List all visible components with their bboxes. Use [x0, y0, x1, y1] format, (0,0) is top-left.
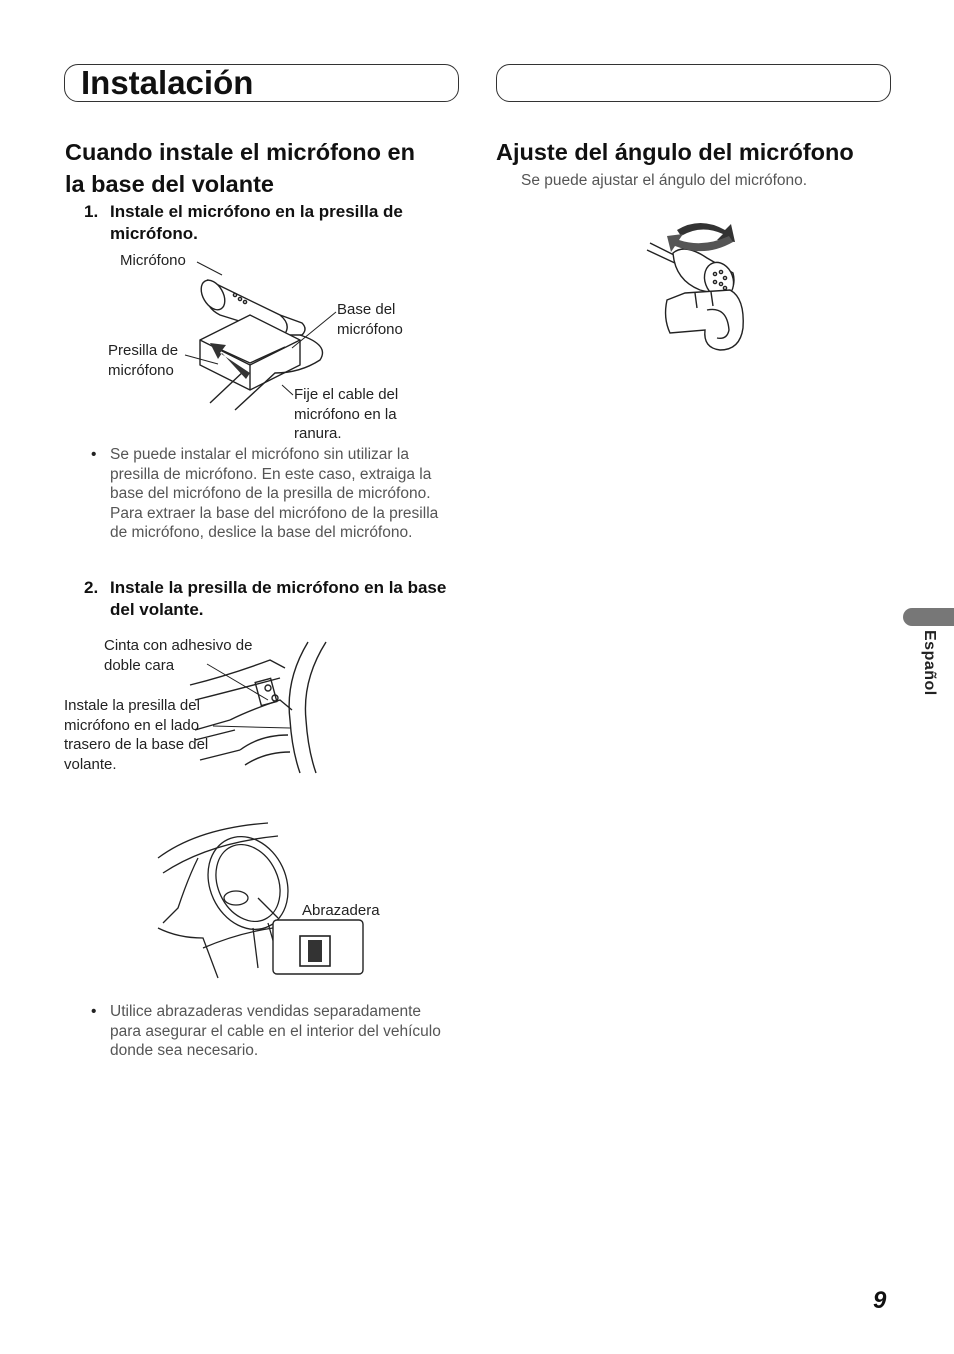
section-title-line2: la base del volante [65, 171, 274, 197]
label-mic-clip: Presilla de micrófono [108, 342, 179, 379]
adjust-angle-body: Se puede ajustar el ángulo del micrófono. [521, 172, 808, 189]
language-tab [903, 608, 954, 626]
label-microphone: Micrófono [120, 252, 186, 269]
label-install-clip-back: Instale la presilla del micrófono en el lado trasero de la base del volante. [64, 697, 209, 773]
bullet-dot: • [91, 1003, 97, 1020]
label-clamp: Abrazadera [302, 902, 380, 919]
bullet-dot: • [91, 446, 97, 463]
label-fix-cable: Fije el cable del micrófono en la ranura. [294, 386, 399, 442]
label-mic-base: Base del micrófono [337, 301, 403, 338]
chapter-title: Instalación [81, 64, 254, 101]
step-2-text: Instale la presilla de micrófono en la base del volante. [110, 578, 447, 619]
step-1-text: Instale el micrófono en la presilla de micrófono. [110, 202, 403, 243]
page-number: 9 [873, 1287, 887, 1314]
bullet-note-2 [91, 1002, 461, 1062]
bullet-2-text: Utilice abrazaderas vendidas separadamente para asegurar el cable en el interior del vehículo donde sea necesario. [110, 1003, 441, 1059]
section-title-line1: Cuando instale el micrófono en [65, 139, 415, 165]
step-2-number: 2. [84, 578, 99, 597]
label-double-sided-tape: Cinta con adhesivo de doble cara [104, 637, 253, 674]
language-label: Español [921, 630, 938, 696]
bullet-1-text: Se puede instalar el micrófono sin utilizar la presilla de micrófono. En este caso, extraiga la base del micrófono de la presilla de micrófono. Para extraer la base del micrófono de la presilla de micrófono, deslice la base del micrófono. [110, 446, 439, 541]
figure-adjust-angle [645, 218, 750, 358]
step-1-number: 1. [84, 202, 99, 221]
section-title-adjust-angle: Ajuste del ángulo del micrófono [496, 139, 854, 165]
